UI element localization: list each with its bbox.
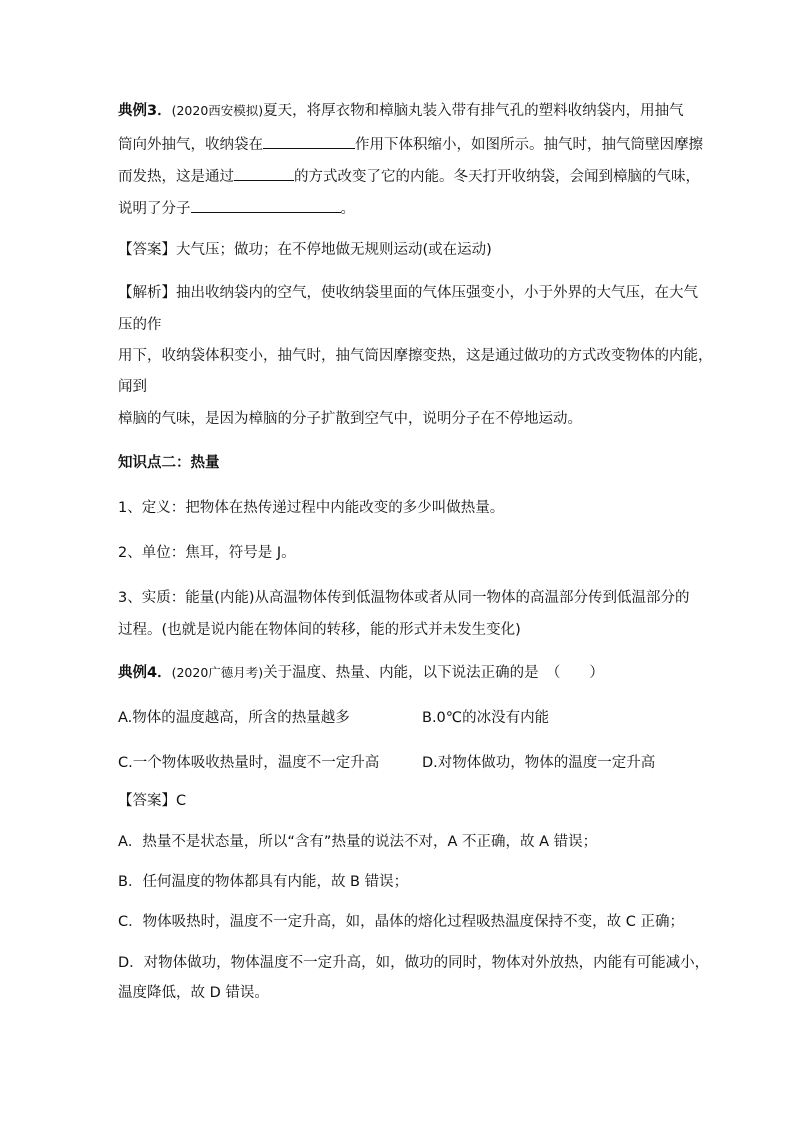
example-3-line-1 xyxy=(118,101,684,121)
fill-blank-1 xyxy=(263,133,355,149)
explanation-a: A．热量不是状态量，所以“含有”热量的说法不对，A 不正确，故 A 错误； xyxy=(118,834,598,850)
example-source: (2020广德月考) xyxy=(171,665,264,680)
example-3-analysis-line-2: 压的作 xyxy=(118,317,162,333)
answer-text: C xyxy=(176,793,187,809)
example-3-line-4 xyxy=(118,197,355,219)
example-3-analysis-line-1 xyxy=(118,283,698,303)
example-label: 典例 xyxy=(118,665,147,681)
analysis-text: 抽出收纳袋内的空气，使收纳袋里面的气体压强变小，小于外界的大气压，在大气 xyxy=(176,285,698,301)
example-source: (2020西安模拟) xyxy=(171,103,264,118)
answer-label: 【答案】 xyxy=(118,242,176,258)
example-3-line-2 xyxy=(118,133,703,155)
question-text: 说明了分子 xyxy=(118,201,191,217)
example-3-analysis-line-5: 樟脑的气味，是因为樟脑的分子扩散到空气中，说明分子在不停地运动。 xyxy=(118,411,582,427)
fill-blank-2 xyxy=(234,165,294,181)
explanation-b: B．任何温度的物体都具有内能，故 B 错误； xyxy=(118,874,409,890)
option-a: A.物体的温度越高，所含的热量越多 xyxy=(118,710,350,726)
question-text: 夏天，将厚衣物和樟脑丸装入带有排气孔的塑料收纳袋内，用抽气 xyxy=(263,103,684,119)
example-number: 3． xyxy=(147,103,172,119)
example-3-analysis-line-3: 用下，收纳袋体积变小，抽气时，抽气筒因摩擦变热，这是通过做功的方式改变物体的内能， xyxy=(118,348,713,364)
explanation-d-line-2: 温度降低，故 D 错误。 xyxy=(118,985,269,1001)
question-text: 筒向外抽气，收纳袋在 xyxy=(118,137,263,153)
option-d: D.对物体做功，物体的温度一定升高 xyxy=(422,755,656,771)
example-3-analysis-line-4: 闻到 xyxy=(118,379,147,395)
example-4-question xyxy=(118,663,604,683)
example-label: 典例 xyxy=(118,103,147,119)
section-heading: 知识点二：热量 xyxy=(118,455,220,471)
question-text: 而发热，这是通过 xyxy=(118,169,234,185)
answer-label: 【答案】 xyxy=(118,793,176,809)
question-text: 作用下体积缩小，如图所示。抽气时，抽气筒壁因摩擦 xyxy=(355,137,703,153)
kp-item-unit: 2、单位：焦耳，符号是 J。 xyxy=(118,545,296,561)
option-b: B.0℃的冰没有内能 xyxy=(422,710,550,726)
example-4-answer xyxy=(118,791,186,811)
kp-item-essence-line-2: 过程。(也就是说内能在物体间的转移，能的形式并未发生变化) xyxy=(118,622,521,638)
option-c: C.一个物体吸收热量时，温度不一定升高 xyxy=(118,755,380,771)
example-3-answer xyxy=(118,240,492,260)
question-text: 的方式改变了它的内能。冬天打开收纳袋，会闻到樟脑的气味， xyxy=(294,169,700,185)
question-text: 。 xyxy=(340,201,355,217)
example-number: 4． xyxy=(147,665,172,681)
question-text: 关于温度、热量、内能，以下说法正确的是 （ ） xyxy=(263,665,604,681)
example-3-line-3 xyxy=(118,165,700,187)
kp-item-essence-line-1: 3、实质：能量(内能)从高温物体传到低温物体或者从同一物体的高温部分传到低温部分的 xyxy=(118,590,690,606)
analysis-label: 【解析】 xyxy=(118,285,176,301)
explanation-d-line-1: D．对物体做功，物体温度不一定升高，如，做功的同时，物体对外放热，内能有可能减小， xyxy=(118,955,710,971)
kp-item-definition: 1、定义：把物体在热传递过程中内能改变的多少叫做热量。 xyxy=(118,500,505,516)
answer-text: 大气压；做功；在不停地做无规则运动(或在运动) xyxy=(176,242,492,258)
fill-blank-3 xyxy=(191,197,341,213)
explanation-c: C．物体吸热时，温度不一定升高，如，晶体的熔化过程吸热温度保持不变，故 C 正确； xyxy=(118,914,684,930)
